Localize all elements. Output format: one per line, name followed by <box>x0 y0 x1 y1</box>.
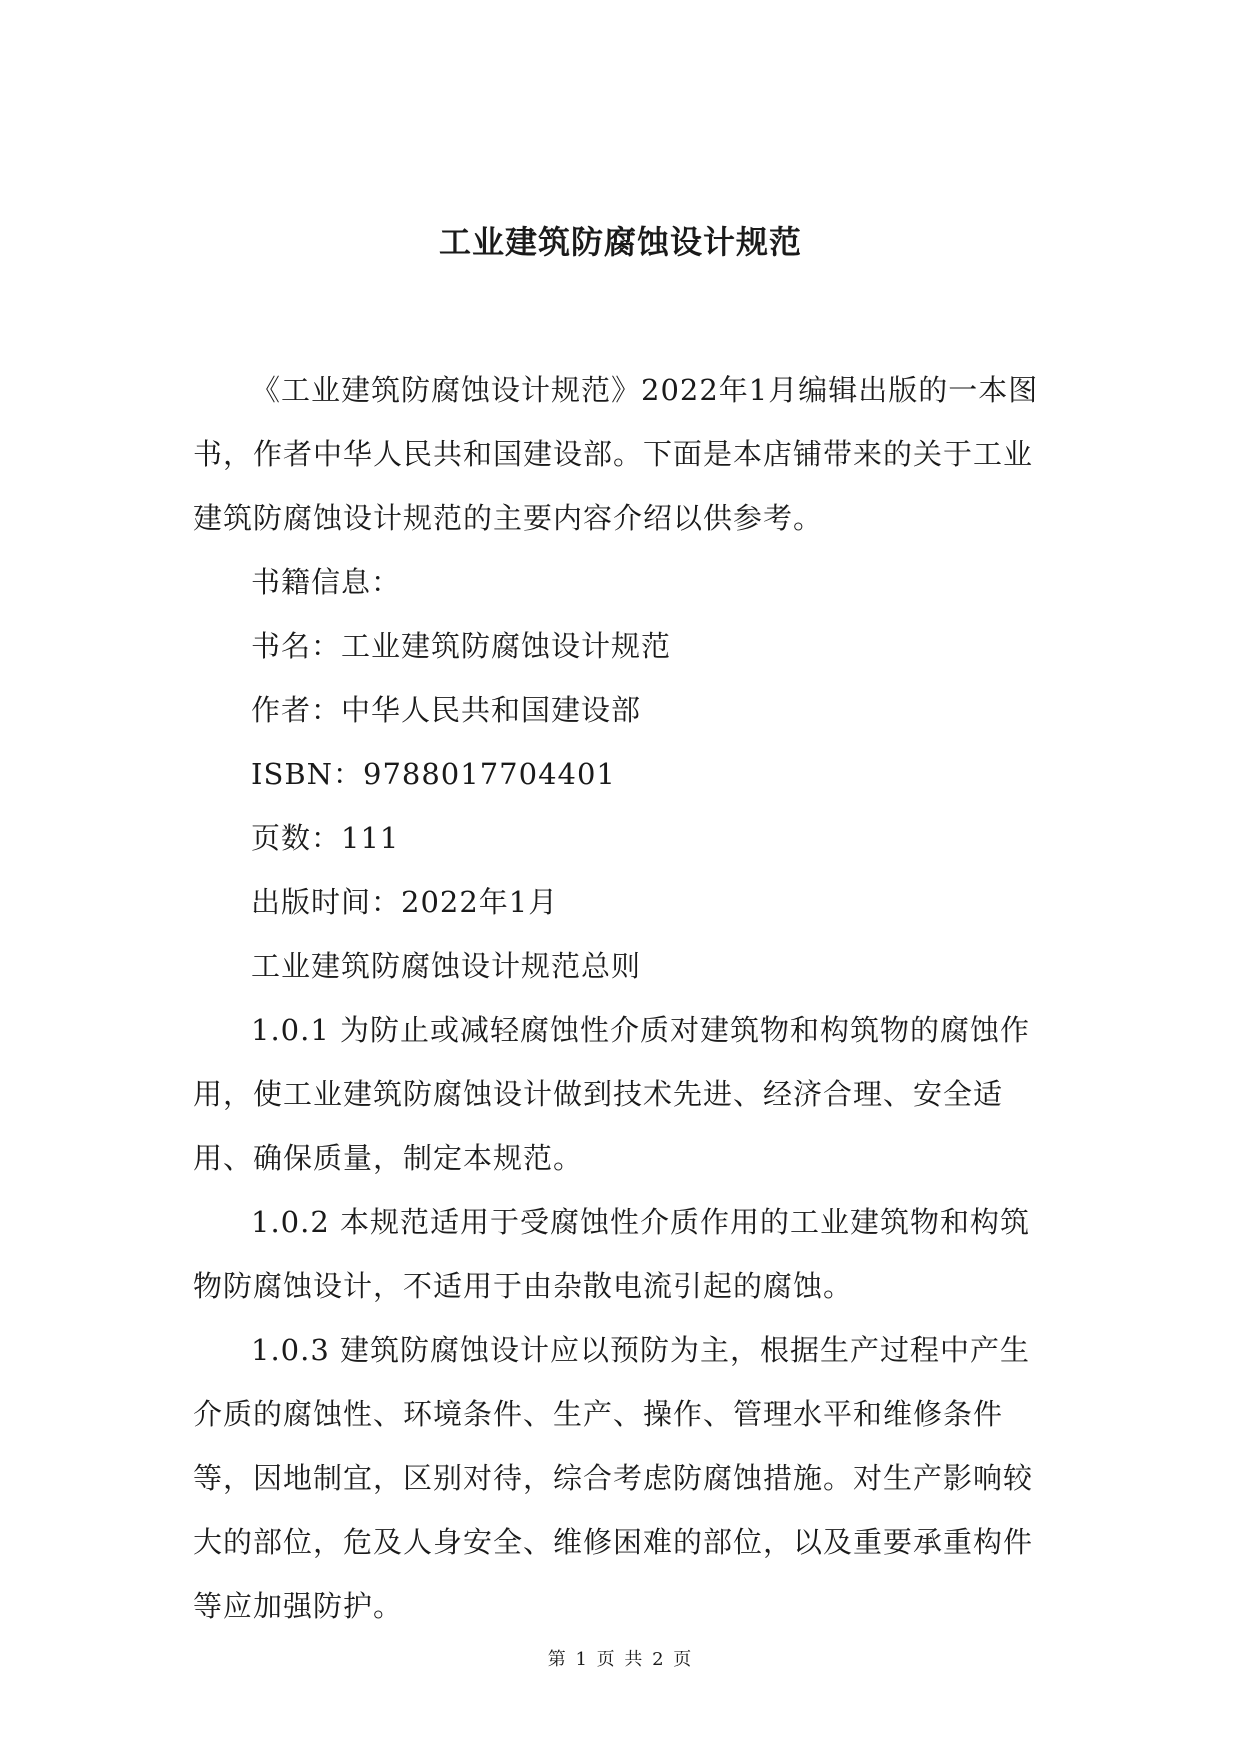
document-body <box>193 358 1059 1638</box>
section-heading: 工业建筑防腐蚀设计规范总则 <box>251 949 642 983</box>
clause-paragraph: 1.0.3 建筑防腐蚀设计应以预防为主，根据生产过程中产生介质的腐蚀性、环境条件、生产、操作、管理水平和维修条件等，因地制宜，区别对待，综合考虑防腐蚀措施。对生产影响较大的部位，危及人身安全、维修困难的部位，以及重要承重构件等应加强防护。 <box>193 1333 1034 1623</box>
page-number-footer: 第 1 页 共 2 页 <box>547 1649 694 1670</box>
clause-paragraph: 1.0.2 本规范适用于受腐蚀性介质作用的工业建筑物和构筑物防腐蚀设计，不适用于由杂散电流引起的腐蚀。 <box>193 1205 1031 1303</box>
page-title: 工业建筑防腐蚀设计规范 <box>438 223 802 261</box>
clause-paragraph: 1.0.1 为防止或减轻腐蚀性介质对建筑物和构筑物的腐蚀作用，使工业建筑防腐蚀设计做到技术先进、经济合理、安全适用、确保质量，制定本规范。 <box>193 1013 1031 1175</box>
intro-paragraph: 《工业建筑防腐蚀设计规范》2022年1月编辑出版的一本图书，作者中华人民共和国建设部。下面是本店铺带来的关于工业建筑防腐蚀设计规范的主要内容介绍以供参考。 <box>193 373 1039 535</box>
pages-line: 页数：111 <box>251 821 400 855</box>
isbn-line: ISBN：9788017704401 <box>251 757 616 791</box>
book-info-heading: 书籍信息： <box>251 565 402 599</box>
publish-date-line: 出版时间：2022年1月 <box>251 885 559 919</box>
author-line: 作者：中华人民共和国建设部 <box>251 693 642 727</box>
book-name-line: 书名：工业建筑防腐蚀设计规范 <box>251 629 672 663</box>
